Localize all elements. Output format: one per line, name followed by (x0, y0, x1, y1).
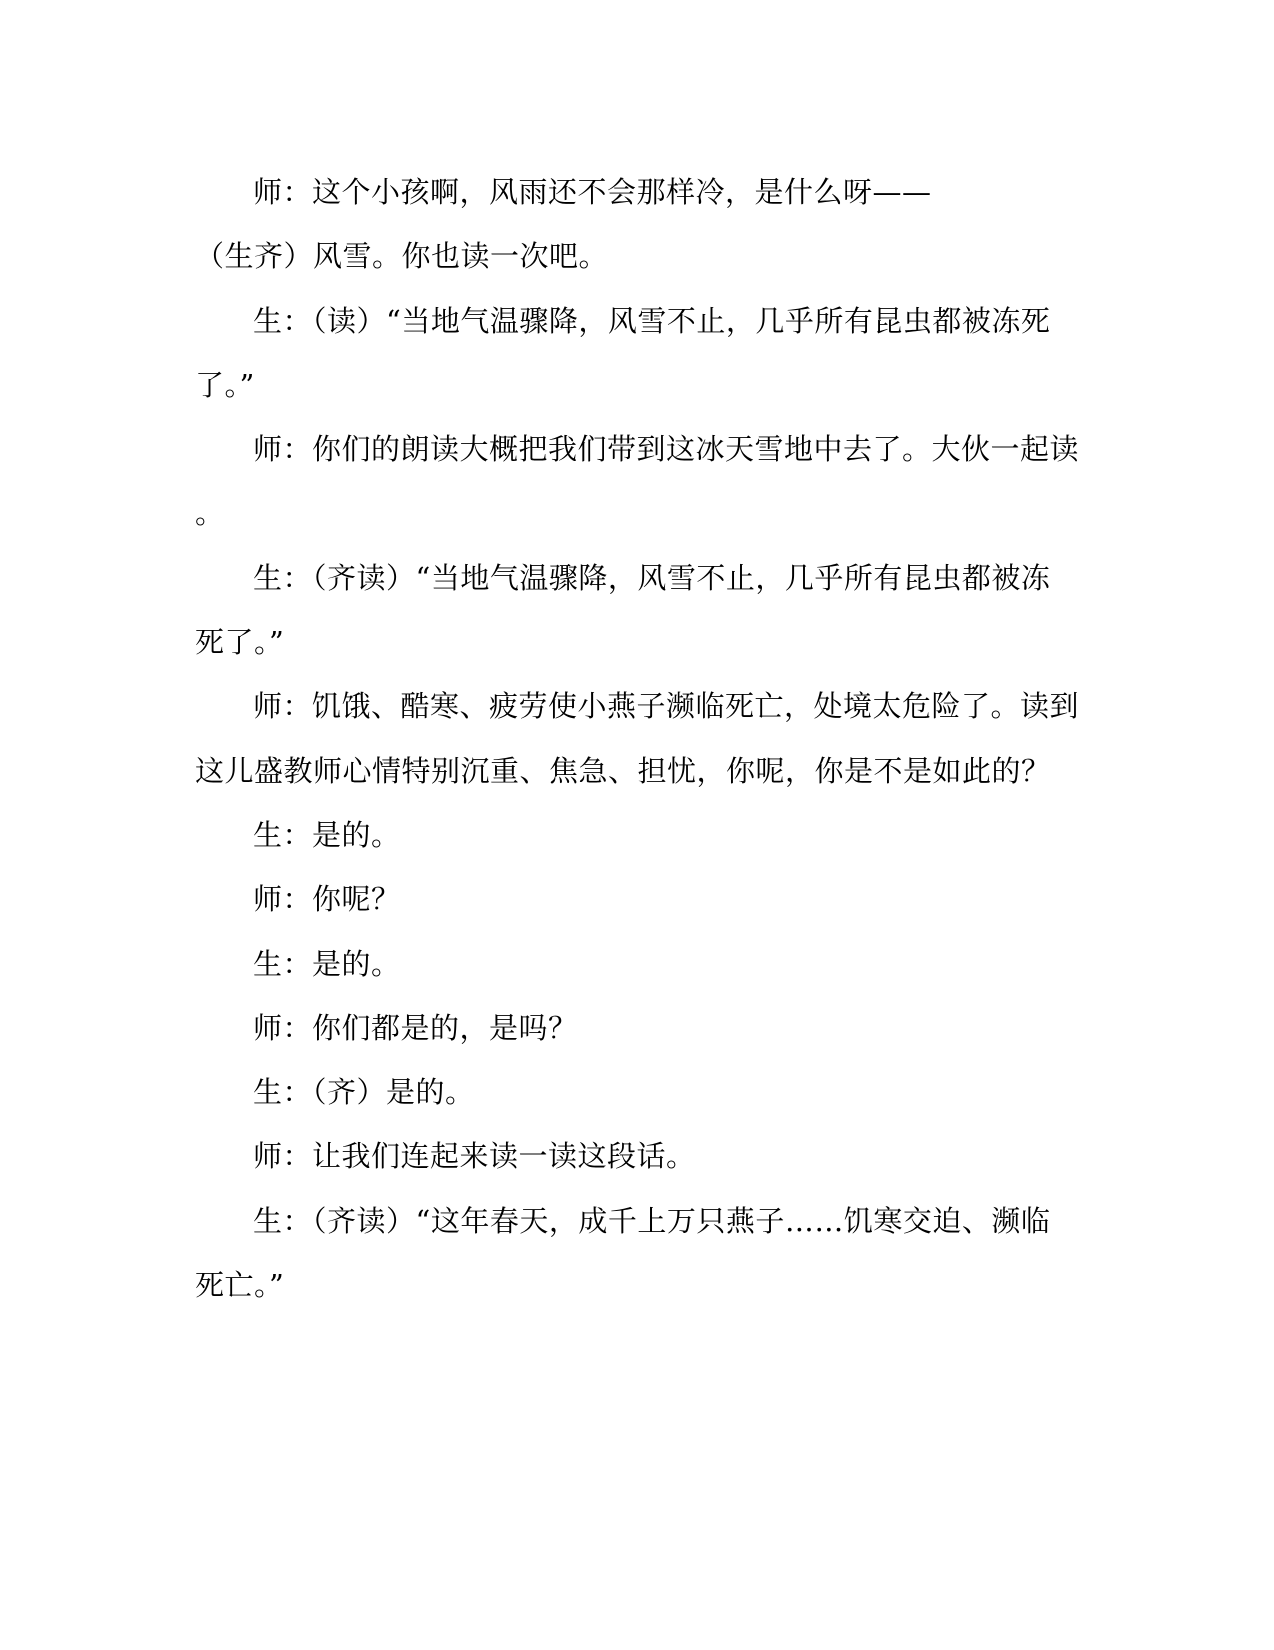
text-line: 。 (195, 496, 225, 531)
text-line: 师：饥饿、酷寒、疲劳使小燕子濒临死亡，处境太危险了。读到 (253, 689, 1080, 724)
dialogue-text-block (195, 160, 1080, 1317)
text-line: 死亡。” (195, 1268, 285, 1303)
text-line: 了。” (195, 367, 255, 402)
text-line: 师：这个小孩啊，风雨还不会那样冷，是什么呀—— (253, 175, 932, 209)
text-line: 师：你们的朗读大概把我们带到这冰天雪地中去了。大伙一起读 (253, 432, 1080, 467)
text-line: 师：你呢？ (253, 882, 401, 917)
text-line: 师：你们都是的，是吗？ (253, 1010, 578, 1045)
text-line: 生：是的。 (253, 817, 401, 852)
text-line: （生齐）风雪。你也读一次吧。 (195, 239, 609, 274)
text-line: 这儿盛教师心情特别沉重、焦急、担忧，你呢，你是不是如此的？ (195, 753, 1051, 788)
text-line: 生：是的。 (253, 946, 401, 981)
text-line: 生：（齐）是的。 (253, 1075, 475, 1110)
text-line: 生：（齐读）“当地气温骤降，风雪不止，几乎所有昆虫都被冻 (253, 560, 1051, 595)
text-line: 生：（读）“当地气温骤降，风雪不止，几乎所有昆虫都被冻死 (253, 303, 1051, 338)
text-line: 死了。” (195, 625, 285, 660)
text-line: 师：让我们连起来读一读这段话。 (253, 1139, 696, 1174)
text-line: 生：（齐读）“这年春天，成千上万只燕子……饥寒交迫、濒临 (253, 1203, 1051, 1238)
